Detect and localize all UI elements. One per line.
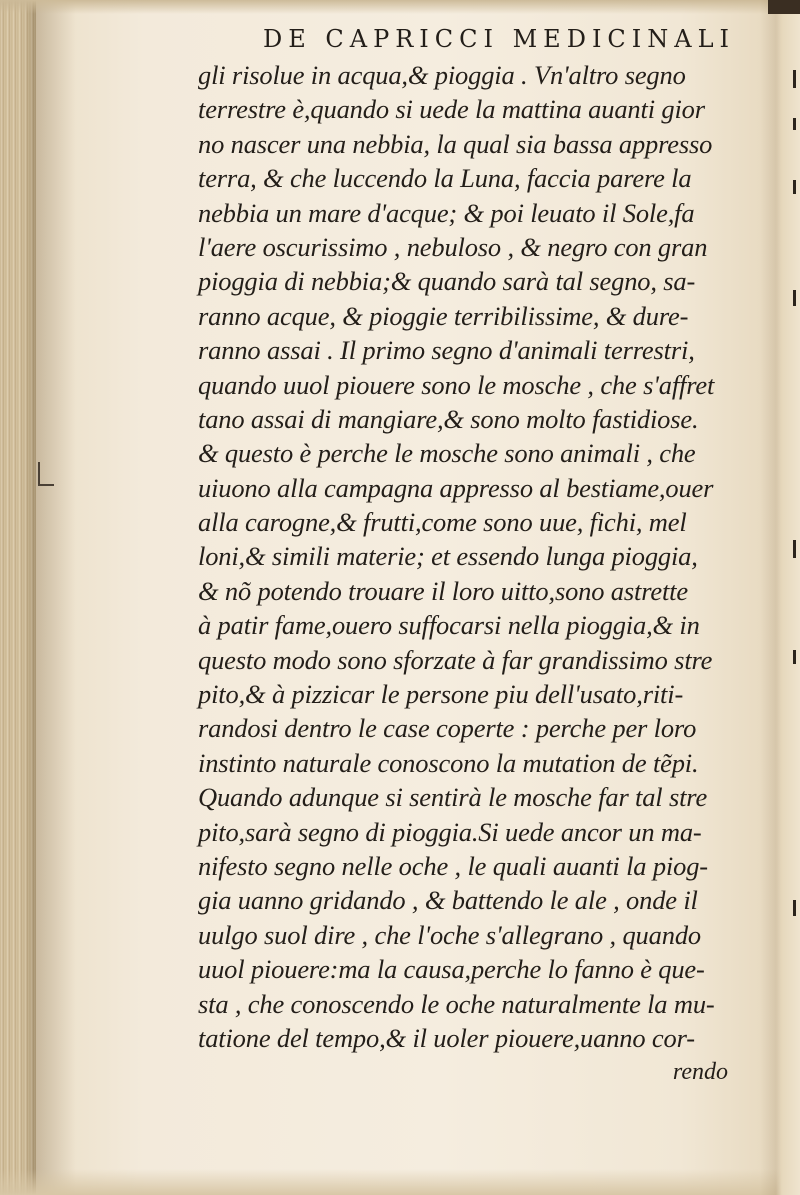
text-line: & nõ potendo trouare il loro uitto,sono astrette [198, 575, 688, 606]
text-line: randosi dentro le case coperte : perche per loro [198, 713, 697, 744]
text-line: ranno assai . Il primo segno d'animali terrestri, [198, 335, 695, 366]
next-page-ink-mark [793, 180, 796, 194]
next-page-ink-mark [793, 650, 796, 664]
text-line: Quando adunque si sentirà le mosche far tal stre [198, 782, 708, 813]
text-line: sta , che conoscendo le oche naturalmente la mu- [198, 988, 715, 1019]
text-line: uiuono alla campagna appresso al bestiame,ouer [198, 472, 714, 503]
running-head: DE CAPRICCI MEDICINALI [262, 25, 736, 53]
text-line: terra, & che luccendo la Luna, faccia parere la [198, 163, 692, 194]
text-line: nebbia un mare d'acque; & poi leuato il Sole,fa [198, 197, 695, 228]
text-line: loni,& simili materie; et essendo lunga pioggia, [198, 541, 698, 572]
text-line: gli risolue in acqua,& pioggia . Vn'altro segno [198, 60, 686, 90]
text-line: & questo è perche le mosche sono animali , che [198, 438, 696, 469]
text-line: gia uanno gridando , & battendo le ale , onde il [198, 885, 698, 916]
text-line: pito,& à pizzicar le persone piu dell'usato,riti- [198, 679, 684, 710]
scan-corner [768, 0, 800, 14]
catchword: rendo [672, 1059, 728, 1086]
page-text-block [198, 22, 776, 1089]
next-page-ink-mark [793, 290, 796, 306]
text-line: ranno acque, & pioggie terribilissime, & dure- [198, 300, 689, 331]
text-line: alla carogne,& frutti,come sono uue, fichi, mel [198, 507, 687, 538]
next-page-ink-mark [793, 900, 796, 916]
text-line: tano assai di mangiare,& sono molto fastidiose. [198, 403, 699, 434]
gutter-shadow [36, 0, 76, 1195]
text-line: à patir fame,ouero suffocarsi nella pioggia,& in [198, 610, 700, 641]
next-page-ink-mark [793, 70, 796, 88]
text-line: quando uuol piouere sono le mosche , che s'affret [198, 369, 715, 400]
bottom-edge-shadow [0, 1169, 800, 1195]
text-line: no nascer una nebbia, la qual sia bassa appresso [198, 128, 713, 159]
text-line: pito,sarà segno di pioggia.Si uede ancor un ma- [198, 816, 702, 847]
text-line: uulgo suol dire , che l'oche s'allegrano , quando [198, 919, 702, 950]
text-line: uuol piouere:ma la causa,perche lo fanno è que- [198, 954, 705, 985]
text-line: pioggia di nebbia;& quando sarà tal segno, sa- [198, 266, 696, 297]
text-line: nifesto segno nelle oche , le quali auanti la piog- [198, 850, 708, 881]
margin-mark [38, 462, 54, 486]
top-edge-shadow [0, 0, 800, 14]
text-line: tatione del tempo,& il uoler piouere,uanno cor- [198, 1022, 695, 1053]
next-page-ink-mark [793, 540, 796, 558]
next-page-ink-mark [793, 118, 796, 130]
text-line: terrestre è,quando si uede la mattina auanti gior [198, 94, 705, 125]
book-fore-edge [0, 0, 36, 1195]
body-text [198, 58, 776, 1055]
text-line: l'aere oscurissimo , nebuloso , & negro con gran [198, 231, 708, 262]
text-line: questo modo sono sforzate à far grandissimo stre [198, 644, 713, 675]
text-line: instinto naturale conoscono la mutation de tẽpi. [198, 747, 699, 778]
